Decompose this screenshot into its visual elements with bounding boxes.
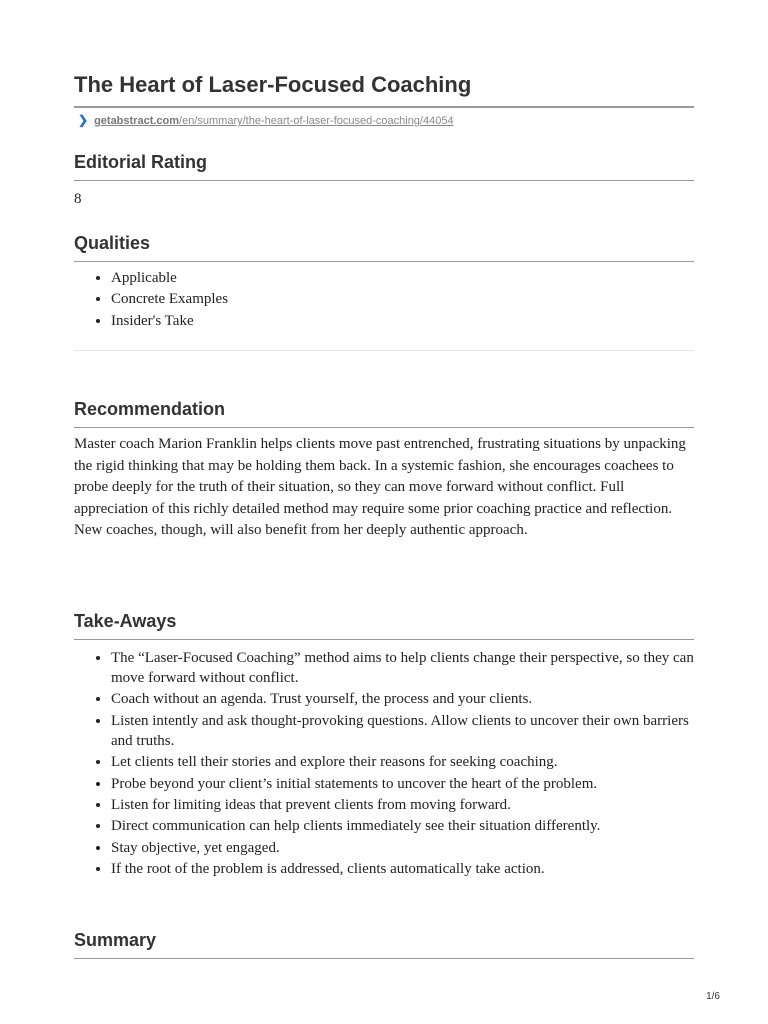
title-divider — [74, 106, 694, 108]
section-divider — [74, 958, 694, 959]
page-number: 1/6 — [706, 991, 720, 1002]
editorial-rating-value: 8 — [74, 191, 82, 207]
list-item: • If the root of the problem is addressed, clients automatically take action. — [111, 859, 694, 879]
section-divider — [74, 261, 694, 262]
qualities-section — [74, 232, 694, 332]
takeaways-section — [74, 610, 694, 881]
section-divider — [74, 180, 694, 181]
editorial-rating-heading: Editorial Rating — [74, 152, 208, 172]
source-link-url[interactable] — [94, 115, 454, 127]
list-item: • Probe beyond your client’s initial statements to uncover the heart of the problem. — [111, 774, 694, 794]
qualities-list — [74, 268, 694, 332]
list-item: • Stay objective, yet engaged. — [111, 838, 694, 858]
list-item: • Applicable — [111, 268, 694, 289]
takeaways-list — [74, 648, 694, 879]
document-title: The Heart of Laser-Focused Coaching — [74, 72, 472, 97]
list-item: • Coach without an agenda. Trust yourself, the process and your clients. — [111, 689, 694, 709]
list-item: • Listen for limiting ideas that prevent clients from moving forward. — [111, 795, 694, 815]
list-item: • Concrete Examples — [111, 289, 694, 310]
recommendation-section — [74, 398, 694, 542]
recommendation-text: Master coach Marion Franklin helps clients move past entrenched, frustrating situations by unpacking the rigid thinking that may be holding them back. In a systemic fashion, she encourages coachees to probe deeply for the truth of their situation, so they can move forward without conflict. Full appreciation of this richly detailed method may require some prior coaching practice and reflection. New coaches, though, will also benefit from her deeply authentic approach. — [74, 436, 686, 538]
recommendation-heading: Recommendation — [74, 399, 226, 419]
list-item: • Let clients tell their stories and explore their reasons for seeking coaching. — [111, 752, 694, 772]
summary-section — [74, 929, 694, 959]
list-item: • Listen intently and ask thought-provoking questions. Allow clients to uncover their own barriers and truths. — [111, 711, 694, 751]
editorial-rating-section — [74, 151, 694, 211]
takeaways-heading: Take-Aways — [74, 611, 177, 631]
source-domain: getabstract.com — [94, 115, 180, 127]
section-divider — [74, 427, 694, 428]
chevron-right-icon: ❯ — [78, 113, 89, 127]
summary-heading: Summary — [74, 930, 157, 950]
list-item: • Direct communication can help clients immediately see their situation differently. — [111, 816, 694, 836]
section-divider — [74, 639, 694, 640]
source-path: /en/summary/the-heart-of-laser-focused-coaching/44054 — [179, 115, 454, 127]
qualities-divider — [74, 350, 694, 351]
list-item: • The “Laser-Focused Coaching” method aims to help clients change their perspective, so they can move forward without conflict. — [111, 648, 694, 688]
qualities-heading: Qualities — [74, 233, 151, 253]
list-item: • Insider's Take — [111, 311, 694, 332]
source-link[interactable] — [78, 113, 454, 128]
